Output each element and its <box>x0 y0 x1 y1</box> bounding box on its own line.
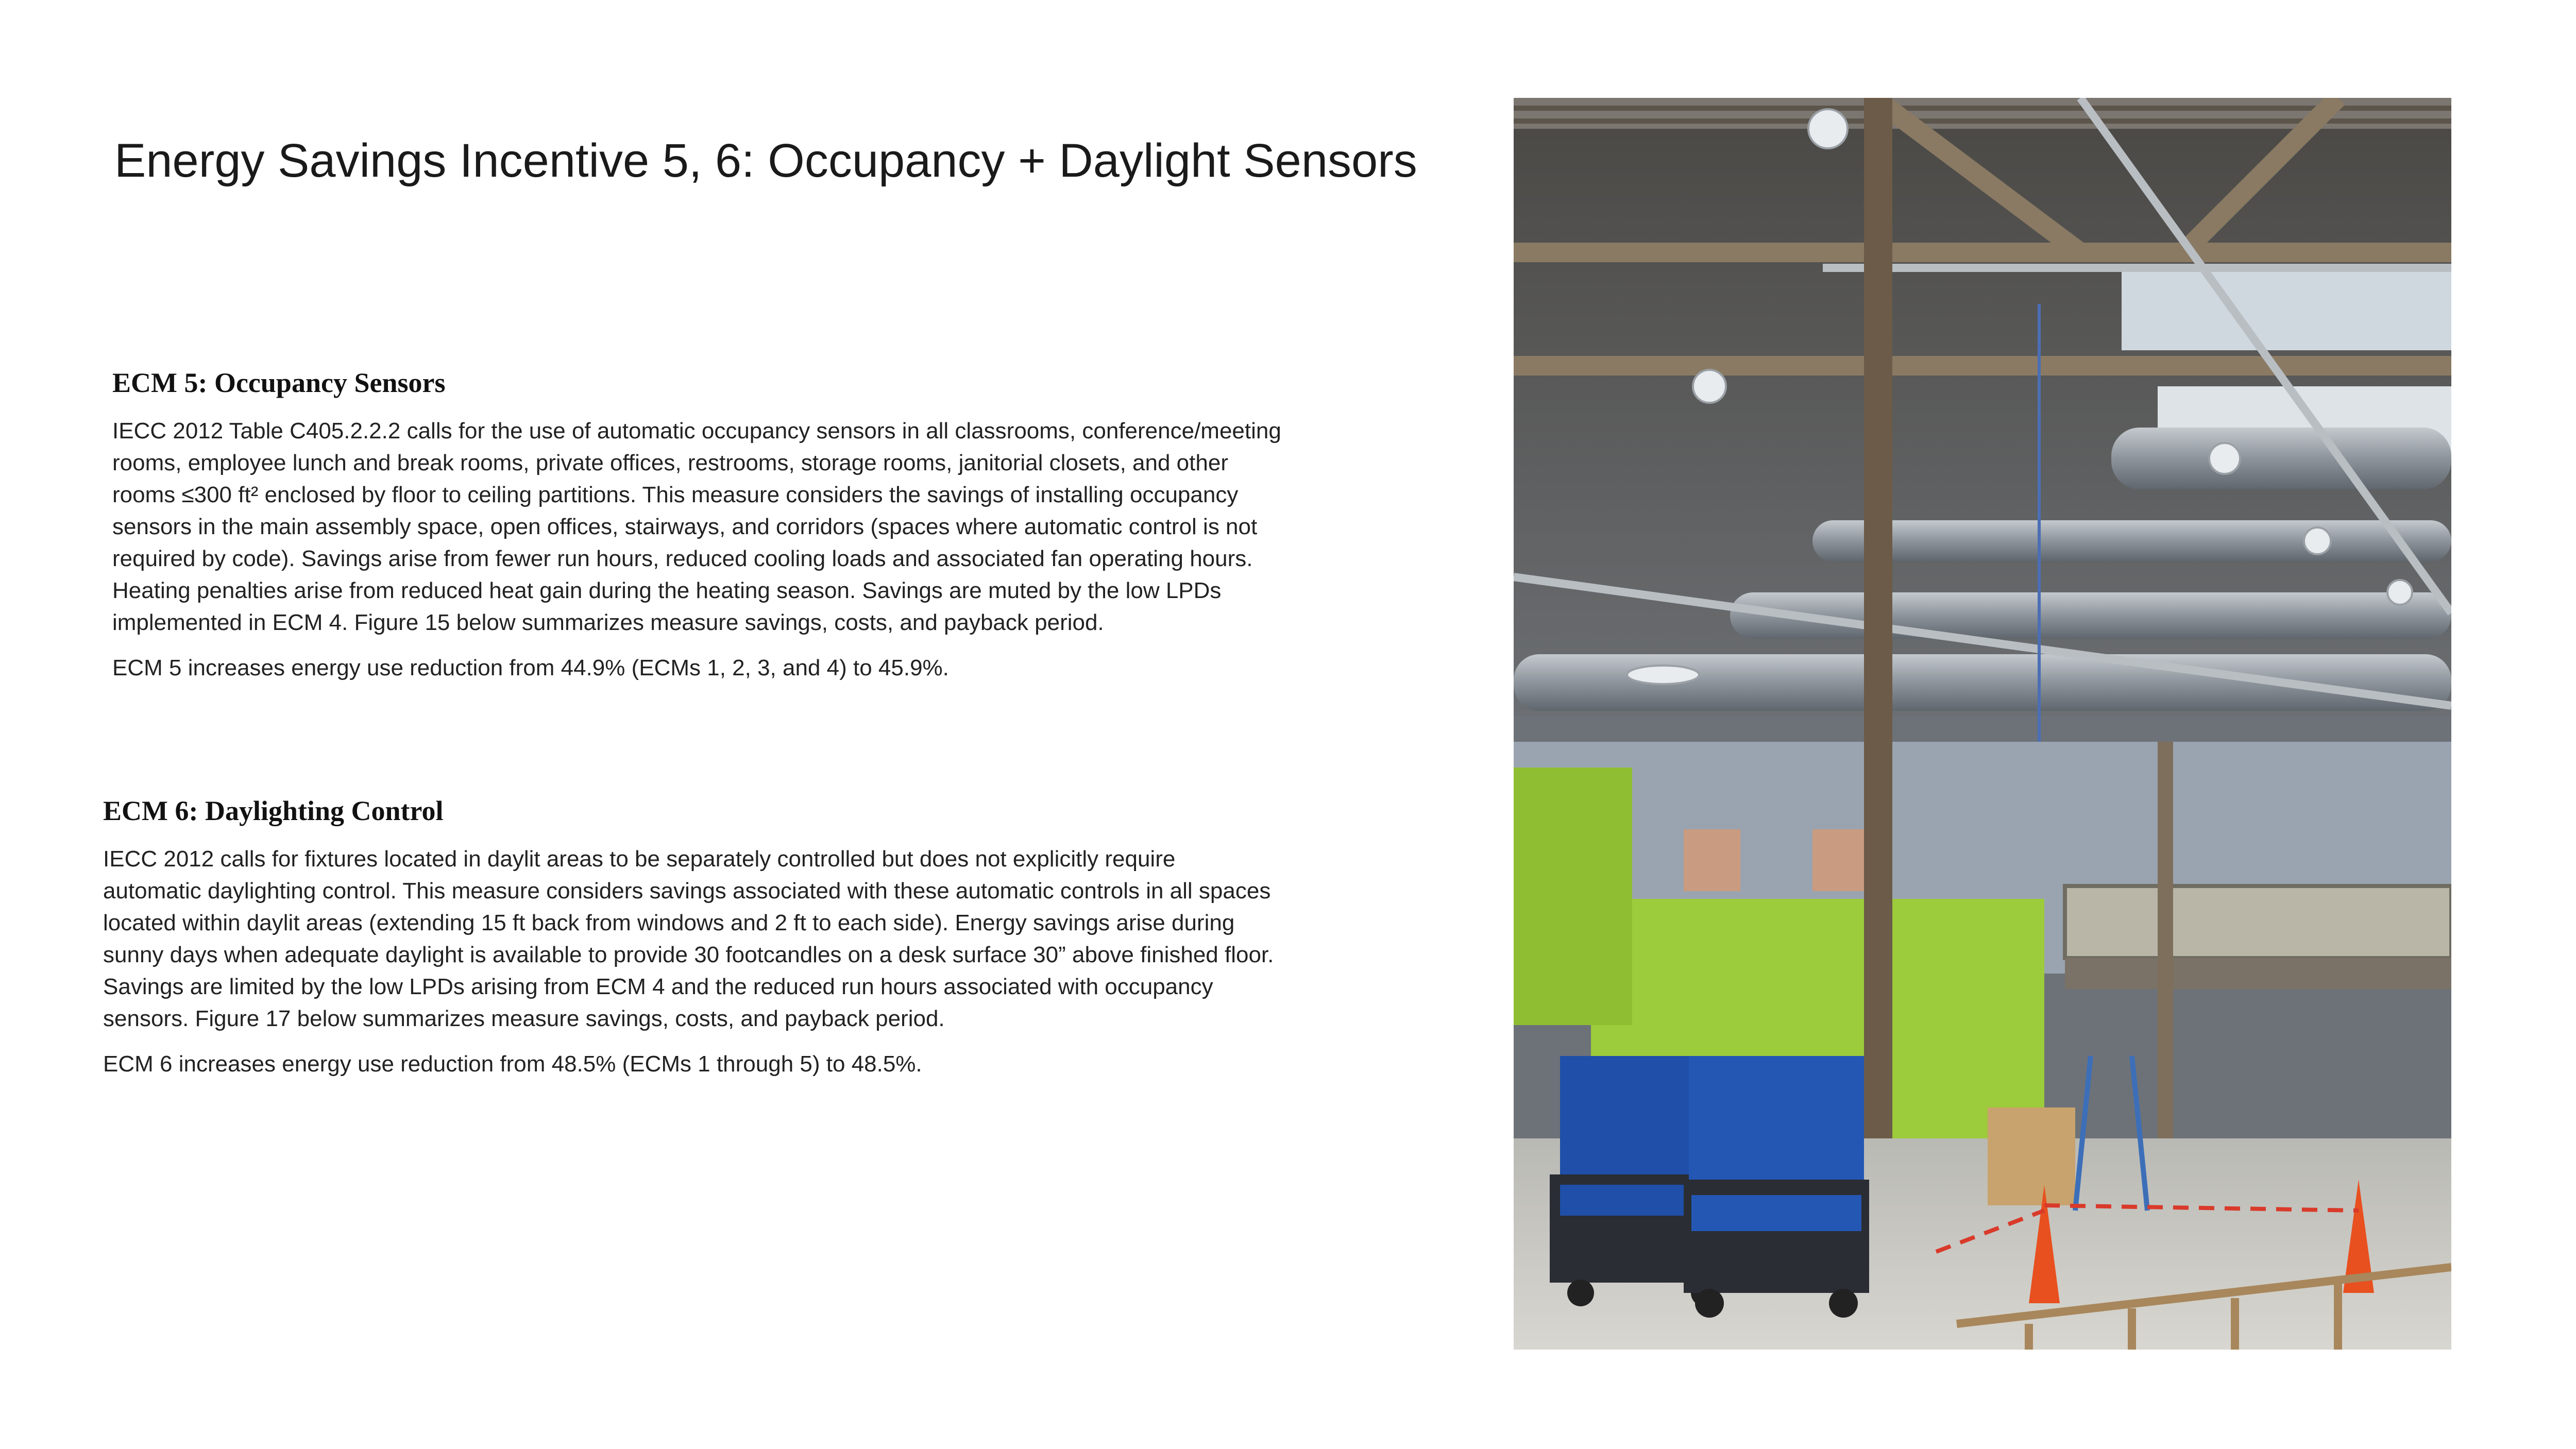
ecm6-paragraph-2 <box>103 1048 1443 1080</box>
back-wall-windows <box>1684 829 1740 891</box>
ecm6-section <box>103 795 1443 1094</box>
ecm5-heading: ECM 5: Occupancy Sensors <box>112 367 446 398</box>
ecm6-paragraph-1 <box>103 843 1443 1035</box>
scissor-lift-right <box>1684 1056 1869 1318</box>
ecm5-paragraph-2 <box>112 652 1400 684</box>
ecm5-paragraph-1 <box>112 415 1400 639</box>
text-line: IECC 2012 calls for fixtures located in daylit areas to be separately controlled but does not explicitly require <box>103 846 1176 872</box>
ecm5-section <box>112 367 1400 697</box>
text-line: Heating penalties arise from reduced heat gain during the heating season. Savings are muted by the low LPDs <box>112 578 1222 603</box>
warehouse-interior-photo <box>1514 98 2451 1350</box>
wood-column <box>2158 742 2173 1205</box>
mezzanine-deck <box>2065 958 2451 989</box>
window-band <box>2122 268 2451 350</box>
text-line: required by code). Savings arise from fewer run hours, reduced cooling loads and associated fan operating hours. <box>112 546 1253 571</box>
text-line: located within daylit areas (extending 15 ft back from windows and 2 ft to each side). Energy savings arise during <box>103 910 1235 935</box>
text-line: sensors in the main assembly space, open offices, stairways, and corridors (spaces where automatic control is not <box>112 514 1258 539</box>
text-line: ECM 5 increases energy use reduction from 44.9% (ECMs 1, 2, 3, and 4) to 45.9%. <box>112 655 949 680</box>
text-line: rooms ≤300 ft² enclosed by floor to ceiling partitions. This measure considers the savings of installing occupancy <box>112 482 1239 507</box>
page-title: Energy Savings Incentive 5, 6: Occupancy + Daylight Sensors <box>114 134 1417 187</box>
mezzanine-railing <box>2065 886 2451 958</box>
back-wall-windows <box>1812 829 1869 891</box>
ecm6-heading: ECM 6: Daylighting Control <box>103 795 444 826</box>
text-line: sensors. Figure 17 below summarizes measure savings, costs, and payback period. <box>103 1006 945 1031</box>
text-line: IECC 2012 Table C405.2.2.2 calls for the use of automatic occupancy sensors in all classrooms, conference/meeting <box>112 418 1281 444</box>
text-line: Savings are limited by the low LPDs arising from ECM 4 and the reduced run hours associated with occupancy <box>103 974 1213 999</box>
text-line: automatic daylighting control. This measure considers savings associated with these automatic controls in all spaces <box>103 878 1271 904</box>
text-line: rooms, employee lunch and break rooms, private offices, restrooms, storage rooms, janitorial closets, and other <box>112 450 1228 475</box>
text-line: ECM 6 increases energy use reduction from 48.5% (ECMs 1 through 5) to 48.5%. <box>103 1051 922 1077</box>
green-panel <box>1514 768 1632 1025</box>
text-line: implemented in ECM 4. Figure 15 below summarizes measure savings, costs, and payback period. <box>112 610 1104 635</box>
plywood-panel <box>1988 1107 2075 1205</box>
text-line: sunny days when adequate daylight is available to provide 30 footcandles on a desk surface 30” above finished floor. <box>103 942 1274 967</box>
